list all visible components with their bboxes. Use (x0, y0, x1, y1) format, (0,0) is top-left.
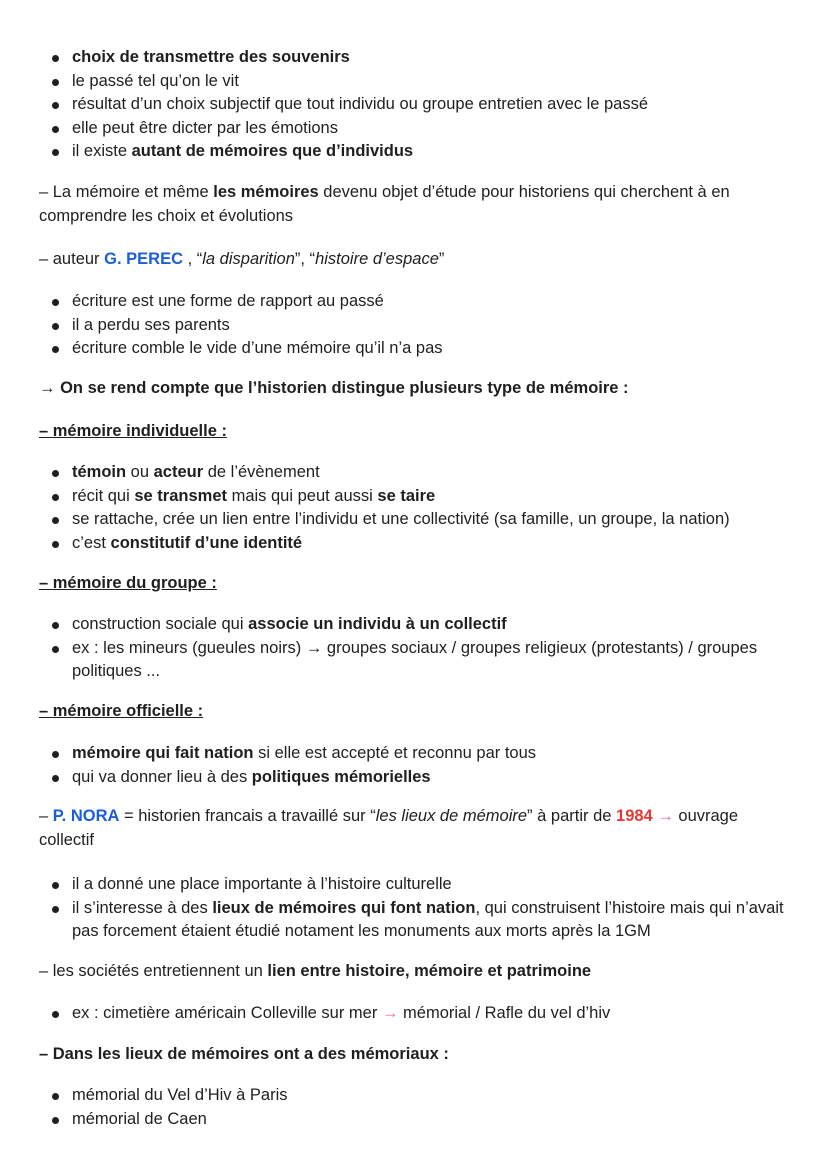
heading-group-memory: – mémoire du groupe : (39, 574, 217, 592)
heading-memorials: – Dans les lieux de mémoires ont a des mémoriaux : (39, 1045, 449, 1063)
author-name: G. PEREC (104, 250, 183, 268)
memorials-list (39, 1084, 794, 1131)
list-item: mémoire qui fait nation si elle est accepté et reconnu par tous (39, 742, 794, 766)
memory-definition-list (39, 46, 794, 164)
list-item: il existe autant de mémoires que d’individus (39, 140, 794, 164)
list-item: qui va donner lieu à des politiques mémorielles (39, 766, 794, 790)
list-item: elle peut être dicter par les émotions (39, 117, 794, 141)
historian-name: P. NORA (52, 807, 120, 825)
arrow-icon: → (652, 807, 674, 825)
group-memory-list (39, 613, 794, 684)
paragraph-societies: – les sociétés entretiennent un lien entre histoire, mémoire et patrimoine (39, 962, 592, 980)
list-item: ex : cimetière américain Colleville sur mer → mémorial / Rafle du vel d’hiv (39, 1002, 794, 1026)
list-item: mémorial du Vel d’Hiv à Paris (39, 1084, 794, 1108)
conclusion-line: → On se rend compte que l’historien distingue plusieurs type de mémoire : (39, 379, 629, 397)
list-item: témoin ou acteur de l’évènement (39, 461, 794, 485)
list-item: c’est constitutif d’une identité (39, 532, 794, 556)
list-item: construction sociale qui associe un individu à un collectif (39, 613, 794, 637)
list-item: résultat d’un choix subjectif que tout individu ou groupe entretien avec le passé (39, 93, 794, 117)
individual-memory-list (39, 461, 794, 555)
year-highlight: 1984 (616, 807, 653, 825)
arrow-icon: → (377, 1004, 399, 1022)
heading-official-memory: – mémoire officielle : (39, 702, 204, 720)
example-list (39, 1002, 794, 1026)
list-item: il a perdu ses parents (39, 314, 794, 338)
paragraph-perec: – auteur G. PEREC , “la disparition”, “histoire d’espace” (39, 250, 445, 268)
paragraph-memories-study: – La mémoire et même les mémoires devenu objet d’étude pour historiens qui cherchent à en comprendre les choix et évolutions (39, 183, 730, 225)
list-item: écriture est une forme de rapport au passé (39, 290, 794, 314)
list-item: mémorial de Caen (39, 1108, 794, 1132)
heading-individual-memory: – mémoire individuelle : (39, 422, 227, 440)
paragraph-nora: – P. NORA = historien francais a travaillé sur “les lieux de mémoire” à partir de 1984 → ouvrage collectif (39, 807, 739, 849)
list-item: il s’interesse à des lieux de mémoires qui font nation, qui construisent l’histoire mais qui n’avait pas forcement étaient étudié notament les monuments aux morts après la 1GM (39, 897, 794, 944)
list-item: le passé tel qu’on le vit (39, 70, 794, 94)
list-item: récit qui se transmet mais qui peut aussi se taire (39, 485, 794, 509)
list-item: ex : les mineurs (gueules noirs) → groupes sociaux / groupes religieux (protestants) / groupes politiques ... (39, 637, 794, 684)
official-memory-list (39, 742, 794, 789)
list-item: il a donné une place importante à l’histoire culturelle (39, 873, 794, 897)
perec-list (39, 290, 794, 361)
list-item: écriture comble le vide d’une mémoire qu’il n’a pas (39, 337, 794, 361)
nora-list (39, 873, 794, 944)
list-item: choix de transmettre des souvenirs (39, 46, 794, 70)
list-item: se rattache, crée un lien entre l’individu et une collectivité (sa famille, un groupe, la nation) (39, 508, 794, 532)
